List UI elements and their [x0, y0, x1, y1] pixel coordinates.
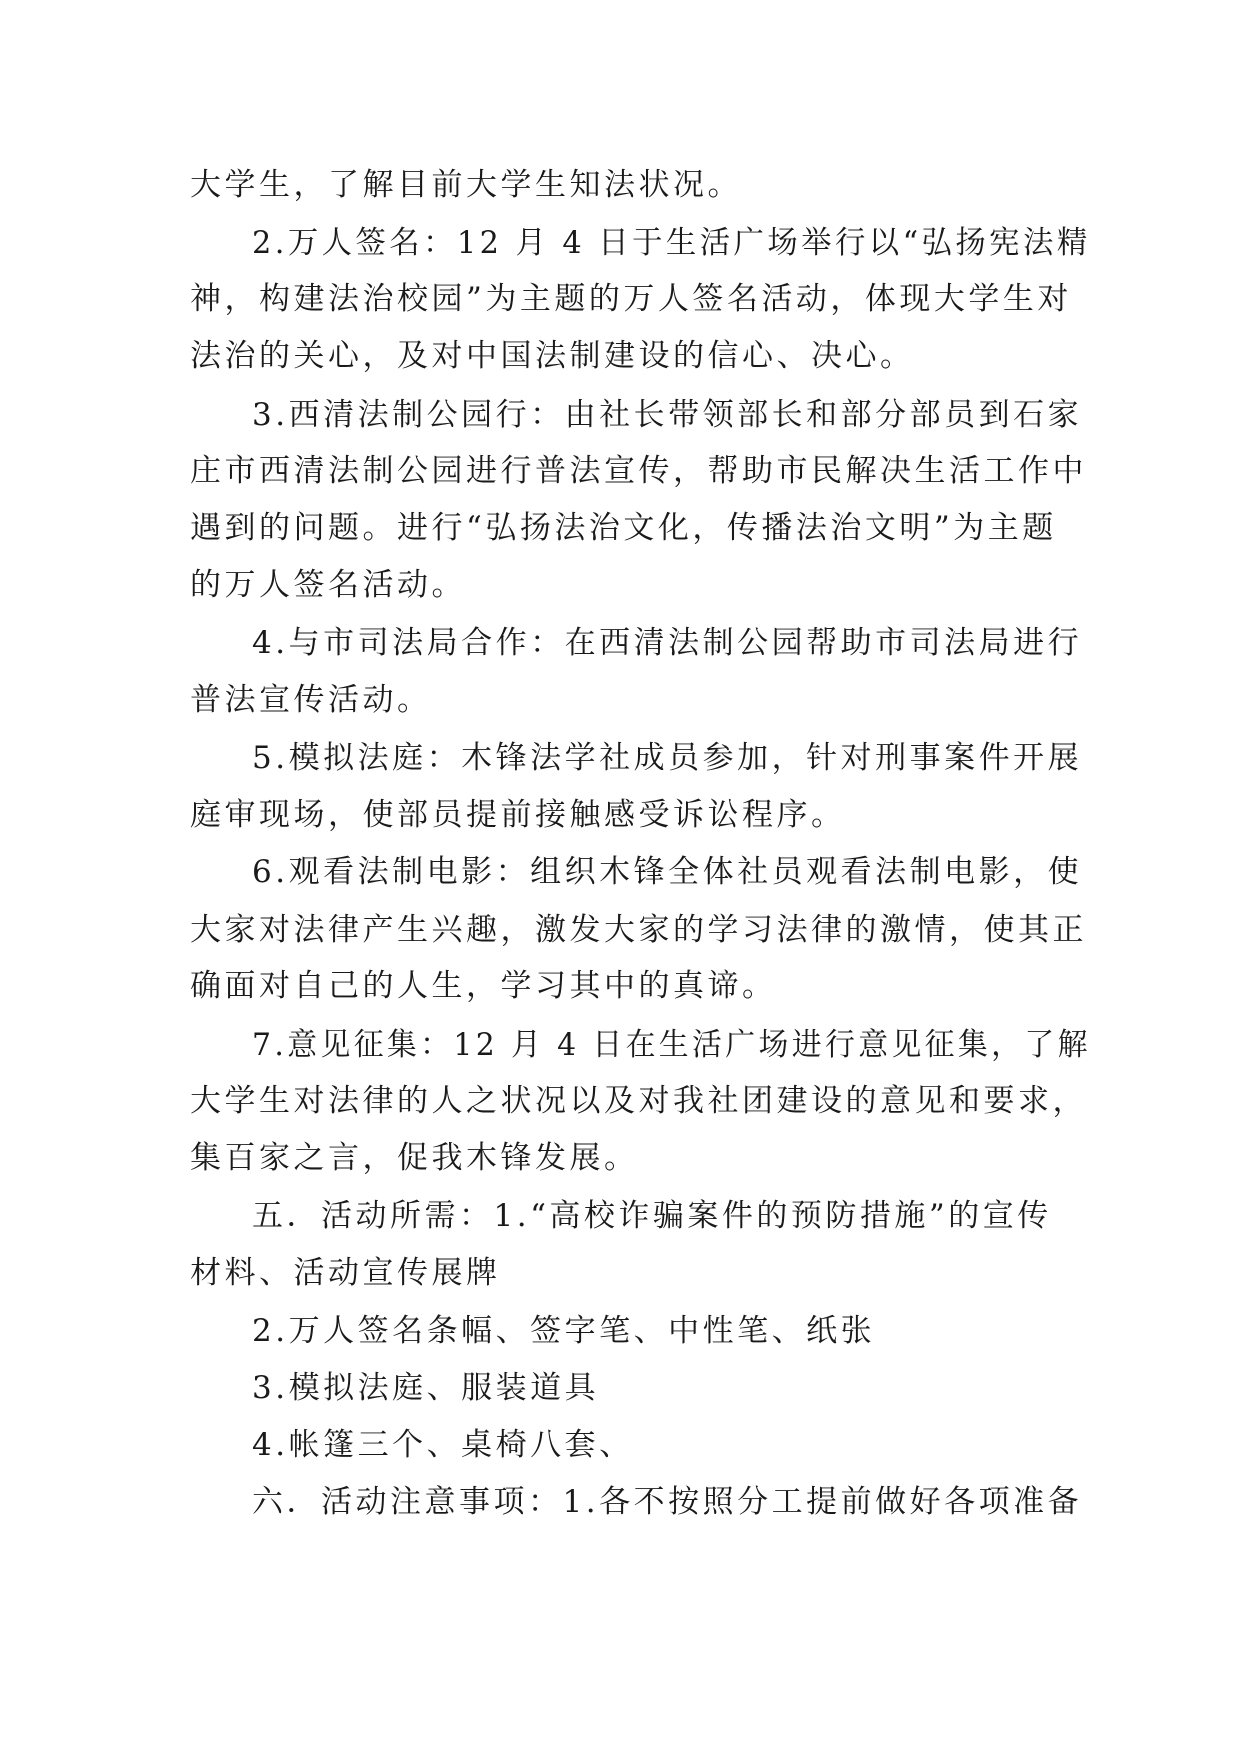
text-line: 2.万人签名条幅、签字笔、中性笔、纸张: [252, 1313, 876, 1349]
text-line: 六．活动注意事项：1.各不按照分工提前做好各项准备: [252, 1484, 1083, 1520]
text-line: 遇到的问题。进行“弘扬法治文化，传播法治文明”为主题: [190, 510, 1057, 546]
text-line: 4.与市司法局合作：在西清法制公园帮助市司法局进行: [252, 625, 1083, 661]
text-line: 庭审现场，使部员提前接触感受诉讼程序。: [190, 797, 846, 833]
text-line: 6.观看法制电影：组织木锋全体社员观看法制电影，使: [252, 854, 1083, 890]
text-line: 4.帐篷三个、桌椅八套、: [252, 1427, 634, 1463]
text-line: 五．活动所需：1.“高校诈骗案件的预防措施”的宣传: [252, 1198, 1052, 1234]
text-line: 集百家之言，促我木锋发展。: [190, 1140, 639, 1176]
text-line: 法治的关心，及对中国法制建设的信心、决心。: [190, 338, 915, 374]
text-line: 的万人签名活动。: [190, 567, 466, 603]
text-line: 神，构建法治校园”为主题的万人签名活动，体现大学生对: [190, 281, 1072, 317]
text-line: 3.西清法制公园行：由社长带领部长和部分部员到石家: [252, 397, 1083, 433]
text-line: 7.意见征集：12 月 4 日在生活广场进行意见征集，了解: [252, 1027, 1091, 1063]
text-line: 庄市西清法制公园进行普法宣传，帮助市民解决生活工作中: [190, 453, 1087, 489]
text-line: 普法宣传活动。: [190, 682, 432, 718]
text-line: 大学生，了解目前大学生知法状况。: [190, 167, 742, 203]
text-line: 确面对自己的人生，学习其中的真谛。: [190, 968, 777, 1004]
text-line: 5.模拟法庭：木锋法学社成员参加，针对刑事案件开展: [252, 740, 1083, 776]
text-line: 大家对法律产生兴趣，激发大家的学习法律的激情，使其正: [190, 912, 1087, 948]
text-line: 3.模拟法庭、服装道具: [252, 1370, 600, 1406]
text-line: 材料、活动宣传展牌: [190, 1255, 501, 1291]
text-line: 大学生对法律的人之状况以及对我社团建设的意见和要求，: [190, 1083, 1087, 1119]
text-line: 2.万人签名：12 月 4 日于生活广场举行以“弘扬宪法精: [252, 225, 1091, 261]
